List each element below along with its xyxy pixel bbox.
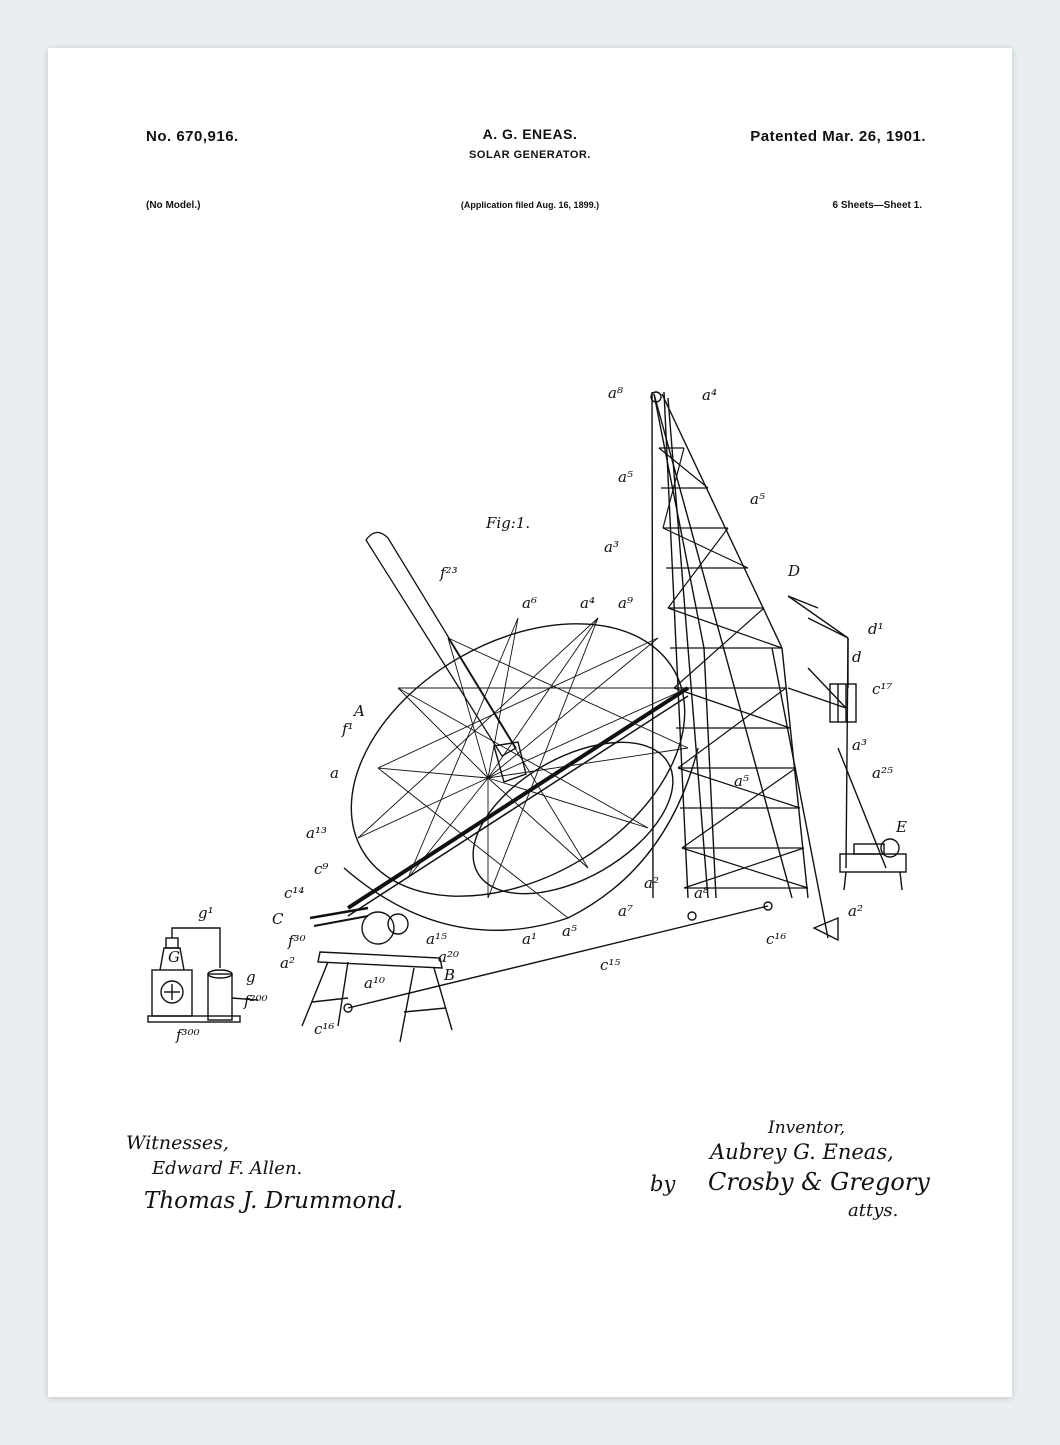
label-a7: a⁷ [618, 902, 633, 920]
label-a9: a⁹ [618, 594, 633, 612]
label-G: G [168, 948, 180, 966]
label-a1: a¹ [522, 930, 537, 948]
patent-number: No. 670,916. [146, 128, 239, 145]
witness-signature-2: Thomas J. Drummond. [144, 1188, 404, 1214]
label-d: d [852, 648, 862, 666]
patent-title: SOLAR GENERATOR. [469, 149, 591, 161]
label-a15: a¹⁵ [426, 930, 447, 948]
label-d1: d¹ [868, 620, 884, 638]
label-f300: f³⁰⁰ [176, 1026, 200, 1044]
label-c9: c⁹ [314, 860, 329, 878]
patented-date: Patented Mar. 26, 1901. [750, 128, 926, 145]
label-c16-b: c¹⁶ [314, 1020, 335, 1038]
label-a8-b: a⁸ [694, 884, 709, 902]
model-note: (No Model.) [146, 200, 201, 211]
label-a3: a³ [604, 538, 619, 556]
label-A: A [354, 702, 365, 720]
label-a10: a¹⁰ [364, 974, 385, 992]
label-f200: f²⁰⁰ [244, 992, 268, 1010]
label-a2-c: a² [848, 902, 863, 920]
label-a4: a⁴ [580, 594, 595, 612]
figure-labels [168, 384, 907, 1044]
label-a13: a¹³ [306, 824, 327, 842]
label-a6: a⁶ [522, 594, 537, 612]
label-c14: c¹⁴ [284, 884, 305, 902]
reflector-dish [303, 532, 733, 952]
label-c17: c¹⁷ [872, 680, 893, 698]
label-a: a [330, 764, 339, 782]
label-a4-top: a⁴ [702, 386, 717, 404]
label-a5-bottom: a⁵ [562, 922, 577, 940]
sheet-count: 6 Sheets—Sheet 1. [832, 200, 922, 211]
figure-caption: Fig:1. [486, 514, 531, 532]
label-g1: g¹ [198, 904, 214, 922]
witnesses-label: Witnesses, [126, 1132, 229, 1154]
attys-label: attys. [848, 1200, 899, 1221]
inventor-signature: Aubrey G. Eneas, [710, 1140, 894, 1164]
label-c16: c¹⁶ [766, 930, 787, 948]
label-f30: f³⁰ [288, 932, 306, 950]
label-C: C [272, 910, 284, 928]
inventor-label: Inventor, [768, 1118, 846, 1138]
label-a5-low: a⁵ [734, 772, 749, 790]
label-c15: c¹⁵ [600, 956, 621, 974]
label-f1: f¹ [342, 720, 354, 738]
tower-frame [348, 392, 886, 1008]
pump-apparatus [148, 928, 258, 1022]
label-g: g [246, 968, 256, 986]
engine-e [840, 839, 906, 890]
label-a3-right: a³ [852, 736, 867, 754]
label-a8: a⁸ [608, 384, 623, 402]
label-a5-right: a⁵ [750, 490, 765, 508]
application-date: (Application filed Aug. 16, 1899.) [460, 200, 600, 210]
inventor-header: A. G. ENEAS. [482, 126, 578, 142]
by-text: by [650, 1172, 676, 1196]
label-a25: a²⁵ [872, 764, 893, 782]
label-a2: a² [280, 954, 295, 972]
attorneys-signature: Crosby & Gregory [708, 1168, 930, 1196]
label-E: E [896, 818, 907, 836]
label-a20: a²⁰ [438, 948, 459, 966]
witness-signature-1: Edward F. Allen. [152, 1158, 303, 1179]
label-D: D [788, 562, 801, 580]
counterweight [830, 684, 856, 722]
label-B: B [444, 966, 456, 984]
label-a5-top: a⁵ [618, 468, 633, 486]
patent-sheet [48, 48, 1012, 1397]
label-f23: f²³ [440, 564, 458, 582]
label-a2-b: a² [644, 874, 659, 892]
